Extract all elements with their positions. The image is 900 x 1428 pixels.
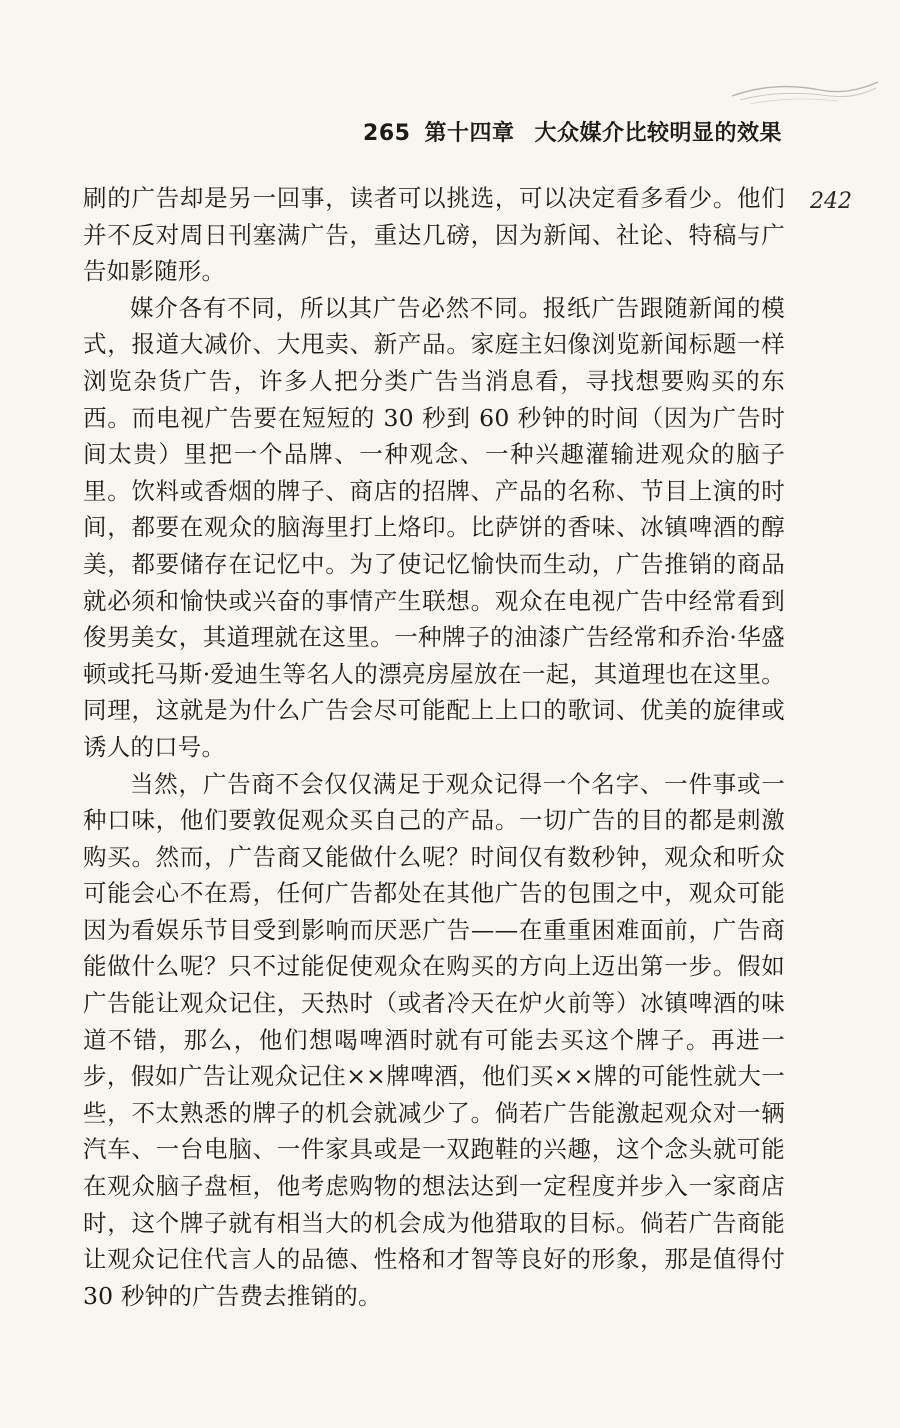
paragraph: 当然，广告商不会仅仅满足于观众记得一个名字、一件事或一种口味，他们要敦促观众买自己的产品。一切广告的目的都是刺激购买。然而，广告商又能做什么呢？时间仅有数秒钟，观众和听众可能会心不在焉，任何广告都处在其他广告的包围之中，观众可能因为看娱乐节目受到影响而厌恶广告——在重重困难面前，广告商能做什么呢？只不过能促使观众在购买的方向上迈出第一步。假如广告能让观众记住，天热时（或者冷天在炉火前等）冰镇啤酒的味道不错，那么，他们想喝啤酒时就有可能去买这个牌子。再进一步，假如广告让观众记住××牌啤酒，他们买××牌的可能性就大一些，不太熟悉的牌子的机会就减少了。倘若广告能激起观众对一辆汽车、一台电脑、一件家具或是一双跑鞋的兴趣，这个念头就可能在观众脑子盘桓，他考虑购物的想法达到一定程度并步入一家商店时，这个牌子就有相当大的机会成为他猎取的目标。倘若广告商能让观众记住代言人的品德、性格和才智等良好的形象，那是值得付 30 秒钟的广告费去推销的。 (83, 769, 785, 1310)
chapter-label: 第十四章 (424, 121, 515, 146)
running-header (363, 116, 782, 147)
margin-page-reference: 242 (810, 189, 852, 214)
header-ornament (730, 80, 880, 110)
chapter-title: 大众媒介比较明显的效果 (534, 121, 782, 146)
paragraph: 媒介各有不同，所以其广告必然不同。报纸广告跟随新闻的模式，报道大减价、大甩卖、新产品。家庭主妇像浏览新闻标题一样浏览杂货广告，许多人把分类广告当消息看，寻找想要购买的东西。而电视广告要在短短的 30 秒到 60 秒钟的时间（因为广告时间太贵）里把一个品牌、一种观念、一种兴趣灌输进观众的脑子里。饮料或香烟的牌子、商店的招牌、产品的名称、节目上演的时间，都要在观众的脑海里打上烙印。比萨饼的香味、冰镇啤酒的醇美，都要储存在记忆中。为了使记忆愉快而生动，广告推销的商品就必须和愉快或兴奋的事情产生联想。观众在电视广告中经常看到俊男美女，其道理就在这里。一种牌子的油漆广告经常和乔治·华盛顿或托马斯·爱迪生等名人的漂亮房屋放在一起，其道理也在这里。同理，这就是为什么广告会尽可能配上上口的歌词、优美的旋律或诱人的口号。 (83, 293, 785, 761)
paragraph-continued: 刷的广告却是另一回事，读者可以挑选，可以决定看多看少。他们并不反对周日刊塞满广告，重达几磅，因为新闻、社论、特稿与广告如影随形。 (83, 184, 785, 286)
page-number: 265 (363, 121, 411, 146)
body-text (83, 180, 785, 1314)
